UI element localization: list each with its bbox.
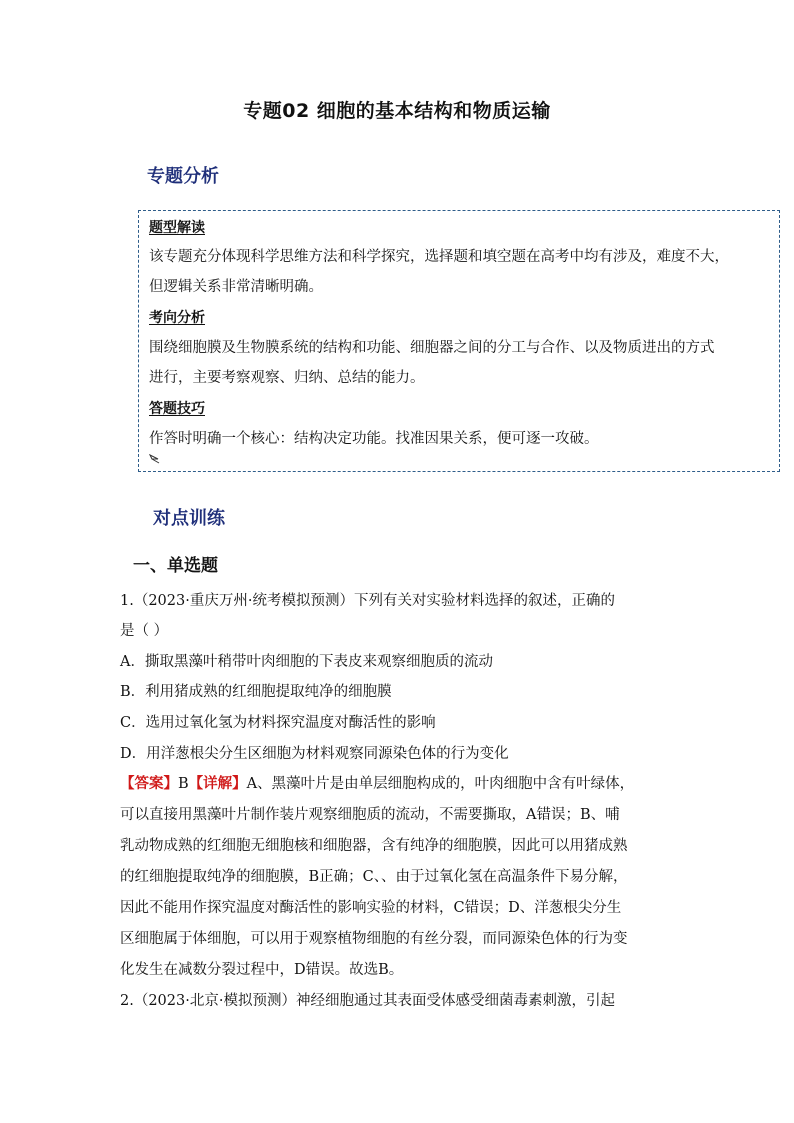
answer-tips-text: 作答时明确一个核心：结构决定功能。找准因果关系，便可逐一攻破。 — [149, 431, 599, 447]
explanation-text: A、黑藻叶片是由单层细胞构成的，叶肉细胞中含有叶绿体， — [246, 776, 635, 792]
paragraph-mark-icon — [149, 454, 161, 464]
question-type-label: 题型解读 — [149, 220, 205, 236]
question-type-text: 该专题充分体现科学思维方法和科学探究，选择题和填空题在高考中均有涉及，难度不大， — [149, 249, 729, 265]
analysis-heading: 专题分析 — [147, 166, 219, 187]
answer-tag: 【答案】 — [120, 775, 178, 792]
analysis-box — [138, 210, 780, 472]
question-1-option-a: A．撕取黑藻叶稍带叶肉细胞的下表皮来观察细胞质的流动 — [120, 654, 493, 670]
question-1-option-c: C．选用过氧化氢为材料探究温度对酶活性的影响 — [120, 715, 436, 731]
explanation-text: 可以直接用黑藻叶片制作装片观察细胞质的流动，不需要撕取，A错误；B、哺 — [120, 807, 620, 823]
question-1-answer-line — [120, 772, 634, 793]
trend-analysis-text: 围绕细胞膜及生物膜系统的结构和功能、细胞器之间的分工与合作、以及物质进出的方式 — [149, 340, 715, 356]
question-1-option-d: D．用洋葱根尖分生区细胞为材料观察同源染色体的行为变化 — [120, 746, 509, 762]
explanation-text: 的红细胞提取纯净的细胞膜，B正确；C、、由于过氧化氢在高温条件下易分解， — [120, 869, 628, 885]
explanation-text: 区细胞属于体细胞，可以用于观察植物细胞的有丝分裂，而同源染色体的行为变 — [120, 931, 628, 947]
detail-tag: 【详解】 — [188, 775, 247, 792]
trend-analysis-text: 进行，主要考察观察、归纳、总结的能力。 — [149, 370, 425, 386]
question-1-stem: 1.（2023·重庆万州·统考模拟预测）下列有关对实验材料选择的叙述，正确的 — [120, 593, 615, 609]
question-1-option-b: B．利用猪成熟的红细胞提取纯净的细胞膜 — [120, 684, 392, 700]
answer-tips-label: 答题技巧 — [149, 401, 205, 417]
answer-value: B — [178, 776, 189, 792]
page-title: 专题02 细胞的基本结构和物质运输 — [243, 100, 551, 122]
training-heading: 对点训练 — [153, 508, 225, 529]
explanation-text: 化发生在减数分裂过程中，D错误。故选B。 — [120, 962, 404, 978]
question-2-stem: 2.（2023·北京·模拟预测）神经细胞通过其表面受体感受细菌毒素刺激，引起 — [120, 993, 615, 1009]
explanation-text: 乳动物成熟的红细胞无细胞核和细胞器，含有纯净的细胞膜，因此可以用猪成熟 — [120, 838, 628, 854]
section-single-choice: 一、单选题 — [133, 556, 218, 576]
question-type-text: 但逻辑关系非常清晰明确。 — [149, 279, 323, 295]
trend-analysis-label: 考向分析 — [149, 310, 205, 326]
question-1-stem: 是（ ） — [120, 623, 169, 639]
explanation-text: 因此不能用作探究温度对酶活性的影响实验的材料，C错误；D、洋葱根尖分生 — [120, 900, 622, 916]
